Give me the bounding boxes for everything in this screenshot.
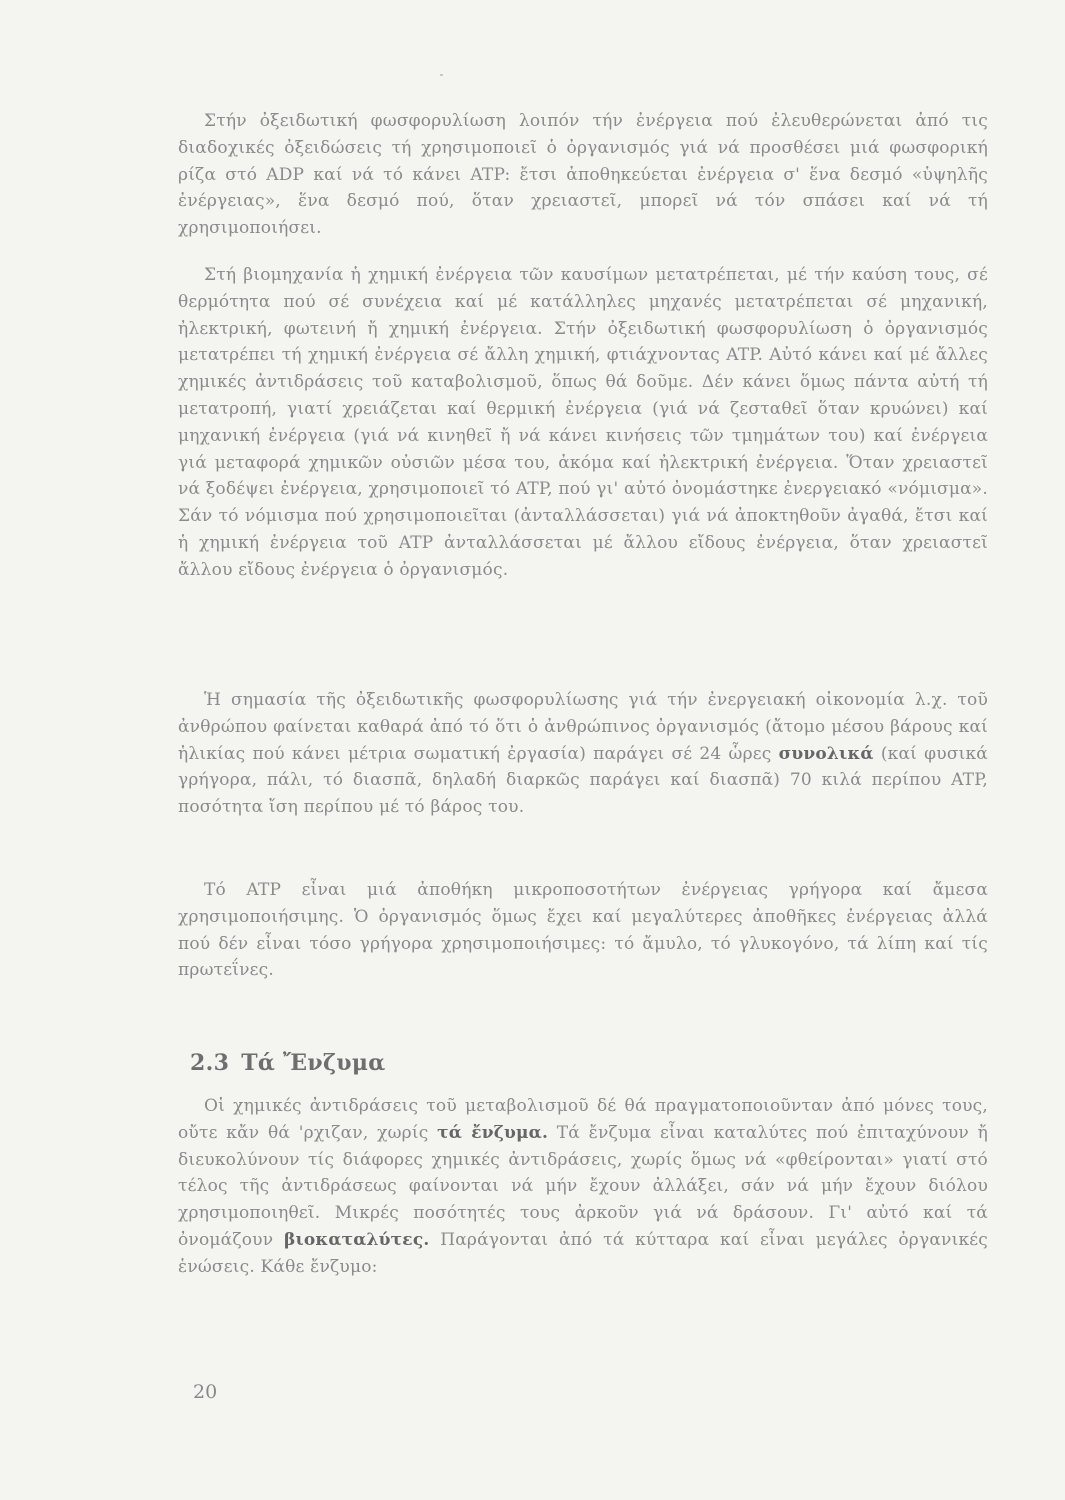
- bold-term-enzymes: τά ἔνζυμα.: [437, 1122, 549, 1143]
- section-heading: [190, 1050, 386, 1076]
- bold-term-total: συνολικά: [778, 743, 874, 764]
- section-number: 2.3: [190, 1050, 230, 1076]
- paragraph-energy-conversion: Στή βιομηχανία ἡ χημική ἐνέργεια τῶν καυσίμων μετατρέπεται, μέ τήν καύση τους, σέ θερμότητα πού σέ συνέχεια καί μέ κατάλληλες μηχανές μετατρέπεται σέ μηχανική, ἠλεκτρική, φωτεινή ἤ χημική ἐνέργεια. Στήν ὀξειδωτική φωσφορυλίωση ὁ ὀργανισμός μετατρέπει τή χημική ἐνέργεια σέ ἄλλη χημική, φτιάχνοντας ATP. Αὐτό κάνει καί μέ ἄλλες χημικές ἀντιδράσεις τοῦ καταβολισμοῦ, ὅπως θά δοῦμε. Δέν κάνει ὅμως πάντα αὐτή τή μετατροπή, γιατί χρειάζεται καί θερμική ἐνέργεια (γιά νά ζεσταθεῖ ὅταν κρυώνει) καί μηχανική ἐνέργεια (γιά νά κινηθεῖ ἤ νά κάνει κινήσεις τῶν τμημάτων του) καί ἐνέργεια γιά μεταφορά χημικῶν οὐσιῶν μέσα του, ἀκόμα καί ἠλεκτρική ἐνέργεια. Ὅταν χρειαστεῖ νά ξοδέψει ἐνέργεια, χρησιμοποιεῖ τό ATP, πού γι' αὐτό ὀνομάστηκε ἐνεργειακό «νόμισμα». Σάν τό νόμισμα πού χρησιμοποιεῖται (ἀνταλλάσσεται) γιά νά ἀποκτηθοῦν ἀγαθά, ἔτσι καί ἡ χημική ἐνέργεια τοῦ ATP ἀνταλλάσσεται μέ ἄλλου εἴδους ἐνέργεια, ὅταν χρειαστεῖ ἄλλου εἴδους ἐνέργεια ὁ ὀργανισμός.: [178, 265, 988, 580]
- bold-term-biocatalysts: βιοκαταλύτες.: [283, 1229, 430, 1250]
- section-title: Τά Ἔνζυμα: [241, 1050, 386, 1076]
- paragraph-atp-importance: [178, 687, 988, 821]
- paragraph-enzymes: [178, 1093, 988, 1281]
- scan-speck: [440, 74, 443, 76]
- paragraph-text: (καί φυσικά γρήγορα, πάλι, τό διασπᾶ, δηλαδή διαρκῶς παράγει καί διασπᾶ) 70 κιλά περίπου ATP, ποσότητα ἴση περίπου μέ τό βάρος του.: [178, 743, 988, 818]
- paragraph-text: Παράγονται ἀπό τά κύτταρα καί εἶναι μεγάλες ὀργανικές ἑνώσεις. Κάθε ἔνζυμο:: [178, 1229, 988, 1277]
- page-number: 20: [193, 1381, 218, 1403]
- paragraph-energy-stores: Τό ATP εἶναι μιά ἀποθήκη μικροποσοτήτων ἐνέργειας γρήγορα καί ἄμεσα χρησιμοποιήσιμης. Ὁ ὀργανισμός ὅμως ἔχει καί μεγαλύτερες ἀποθῆκες ἐνέργειας ἀλλά πού δέν εἶναι τόσο γρήγορα χρησιμοποιήσιμες: τό ἄμυλο, τό γλυκογόνο, τά λίπη καί τίς πρωτεΐνες.: [178, 880, 988, 981]
- paragraph-text: Ἡ σημασία τῆς ὀξειδωτικῆς φωσφορυλίωσης γιά τήν ἐνεργειακή οἰκονομία λ.χ. τοῦ ἀνθρώπου φαίνεται καθαρά ἀπό τό ὅτι ὁ ἀνθρώπινος ὀργανισμός (ἄτομο μέσου βάρους καί ἡλικίας πού κάνει μέτρια σωματική ἐργασία) παράγει σέ 24 ὧρες: [178, 690, 988, 764]
- paragraph-text: Τά ἔνζυμα εἶναι καταλύτες πού ἐπιταχύνουν ἤ διευκολύνουν τίς διάφορες χημικές ἀντιδράσεις, χωρίς ὅμως νά «φθείρονται» γιατί στό τέλος τῆς ἀντιδράσεως φαίνονται νά μήν ἔχουν ἀλλάξει, σάν νά μήν ἔχουν διόλου χρησιμοποιηθεῖ. Μικρές ποσότητές τους ἀρκοῦν γιά νά δράσουν. Γι' αὐτό καί τά ὀνομάζουν: [178, 1122, 988, 1250]
- paragraph-text: Οἱ χημικές ἀντιδράσεις τοῦ μεταβολισμοῦ δέ θά πραγματοποιοῦνταν ἀπό μόνες τους, οὔτε κἄν θά 'ρχιζαν, χωρίς: [178, 1096, 988, 1143]
- paragraph-oxidative-phosphorylation: Στήν ὀξειδωτική φωσφορυλίωση λοιπόν τήν ἐνέργεια πού ἐλευθερώνεται ἀπό τις διαδοχικές ὀξειδώσεις τή χρησιμοποιεῖ ὁ ὀργανισμός γιά νά προσθέσει μιά φωσφορική ρίζα στό ADP καί νά τό κάνει ATP: ἔτσι ἀποθηκεύεται ἐνέργεια σ' ἕνα δεσμό «ὑψηλῆς ἐνέργειας», ἕνα δεσμό πού, ὅταν χρειαστεῖ, μπορεῖ νά τόν σπάσει καί νά τή χρησιμοποιήσει.: [178, 111, 988, 239]
